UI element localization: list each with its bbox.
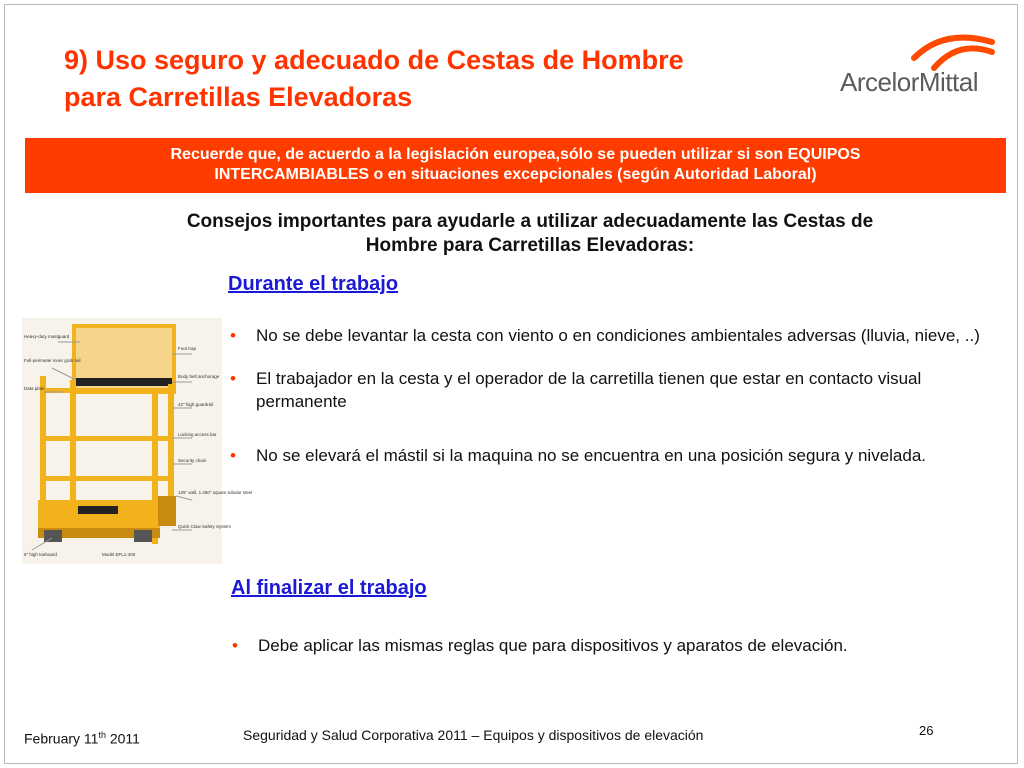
slide-title: [64, 42, 824, 116]
illustration-label: Quick Claw Safety System: [178, 524, 232, 529]
footer-date: [24, 730, 140, 747]
illustration-label: Foot trap: [178, 346, 197, 351]
illustration-label: 125" wall, 1.250" square tubular steel: [178, 490, 253, 495]
list-item: • No se debe levantar la cesta con viento o en condiciones ambientales adversas (lluvia, nieve, ..): [228, 324, 988, 347]
logo-swoosh-icon: [832, 22, 992, 72]
illustration-label: Body belt anchorage: [178, 374, 220, 379]
arcelormittal-logo: [832, 22, 992, 102]
tips-line-1: Consejos importantes para ayudarle a utilizar adecuadamente las Cestas de: [186, 211, 874, 232]
footer-caption: Seguridad y Salud Corporativa 2011 – Equipos y dispositivos de elevación: [243, 727, 704, 743]
illustration-label: Heavy-duty mastguard: [24, 334, 70, 339]
illustration-label: Model EFL1-400: [102, 552, 136, 557]
tips-heading: [80, 210, 980, 258]
footer-date-year: 2011: [105, 730, 140, 747]
during-work-list: [228, 324, 988, 467]
banner-line-1: Recuerde que, de acuerdo a la legislación europea,sólo se pueden utilizar si son EQUIPOS: [170, 146, 861, 163]
logo-wordmark: ArcelorMittal: [840, 67, 978, 97]
during-work-heading: Durante el trabajo: [228, 273, 399, 295]
legislation-banner: [25, 138, 1006, 193]
after-work-heading: Al finalizar el trabajo: [231, 577, 427, 599]
banner-line-2: INTERCAMBIABLES o en situaciones excepcionales (según Autoridad Laboral): [214, 166, 817, 183]
grab-rail: [76, 378, 172, 386]
illustration-label: Locking access bar: [178, 432, 217, 437]
page-number: 26: [919, 723, 934, 738]
illustration-label: Full-perimeter inner grab rail: [24, 358, 81, 363]
list-item: • El trabajador en la cesta y el operador de la carretilla tienen que estar en contacto visual permanente: [228, 367, 988, 413]
illustration-label: 6" high toeboard: [24, 552, 57, 557]
footer-date-suffix: th: [98, 730, 106, 740]
list-item: • Debe aplicar las mismas reglas que para dispositivos y aparatos de elevación.: [230, 634, 870, 657]
after-work-list: [230, 634, 870, 657]
illustration-label: Security chain: [178, 458, 207, 463]
title-line-2: para Carretillas Elevadoras: [64, 82, 413, 112]
man-basket-illustration: [22, 318, 253, 564]
footer-date-month-day: February 11: [24, 730, 99, 747]
illustration-label: 42" high guardrail: [178, 402, 214, 407]
tips-line-2: Hombre para Carretillas Elevadoras:: [365, 235, 695, 256]
illustration-label: Data plate: [24, 386, 45, 391]
list-item: • No se elevará el mástil si la maquina no se encuentra en una posición segura y nivelada.: [228, 444, 988, 467]
title-line-1: 9) Uso seguro y adecuado de Cestas de Hombre: [64, 45, 684, 75]
